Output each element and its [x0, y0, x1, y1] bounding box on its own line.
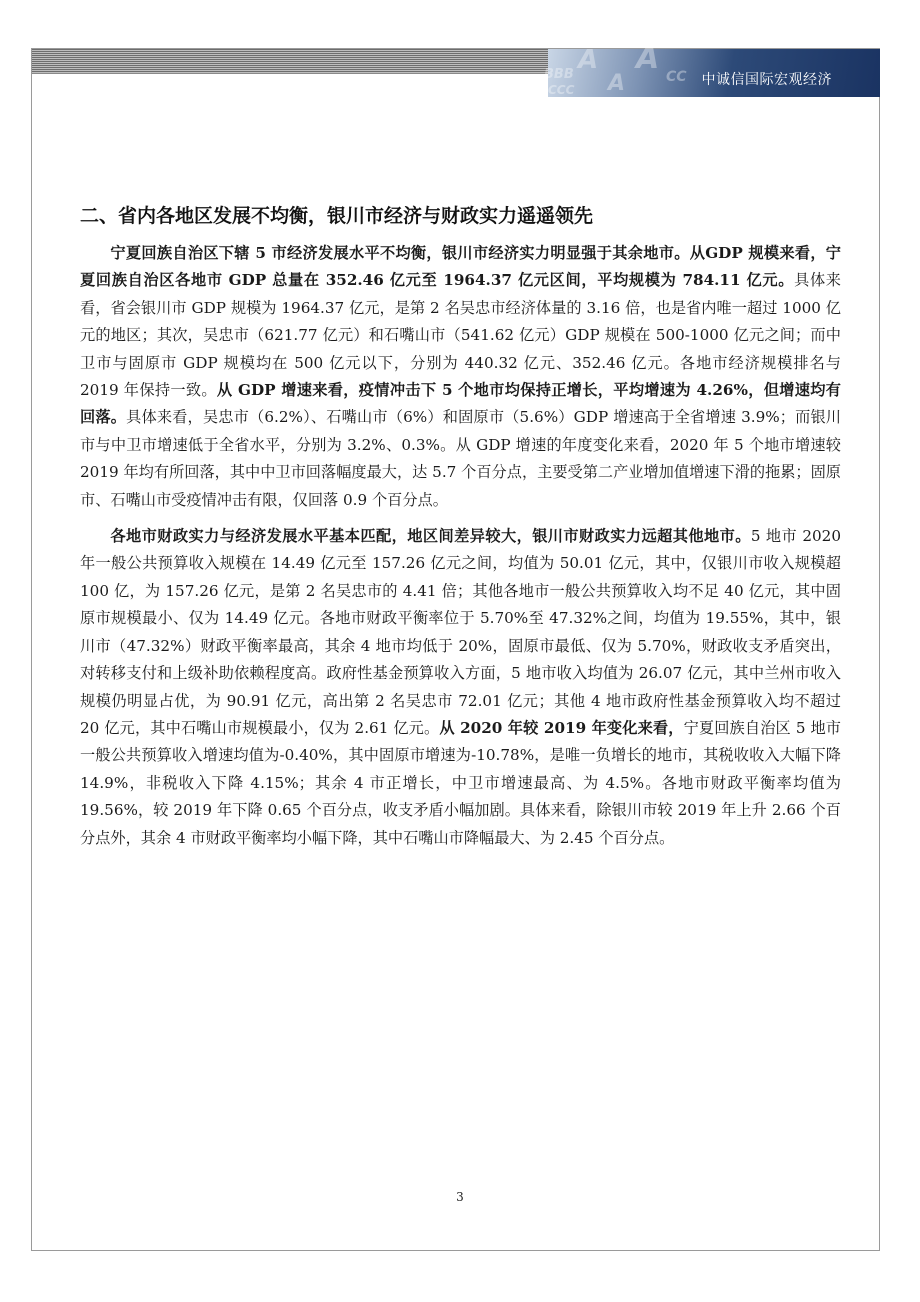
page-number: 3: [456, 1190, 464, 1204]
banner-deco-letter: A: [578, 45, 599, 75]
section-heading: 二、省内各地区发展不均衡，银川市经济与财政实力遥遥领先: [80, 205, 594, 227]
emphasis-text: 各地市财政实力与经济发展水平基本匹配，地区间差异较大，银川市财政实力远超其他地市。: [110, 527, 751, 546]
paragraph-text: 具体来看，省会银川市 GDP 规模为 1964.37 亿元，是第 2 名吴忠市经济体量的 3.16 倍，也是省内唯一超过 1000 亿元的地区；其次，吴忠市（621.77 亿元）和石嘴山市（541.62 亿元）GDP 规模在 500-1000 亿元之间；而中卫市与固原市 GDP 规模均在 500 亿元以下，分别为 440.32 亿元、352.46 亿元。各地市经济规模排名与 2019 年保持一致。: [80, 271, 841, 400]
paragraph-text: 具体来看，吴忠市（6.2%）、石嘴山市（6%）和固原市（5.6%）GDP 增速高于全省增速 3.9%；而银川市与中卫市增速低于全省水平，分别为 3.2%、0.3%。从 GDP 增速的年度变化来看，2020 年 5 个地市增速较 2019 年均有所回落，其中中卫市回落幅度最大，达 5.7 个百分点，主要受第二产业增加值增速下滑的拖累；固原市、石嘴山市受疫情冲击有限，仅回落 0.9 个百分点。: [80, 408, 841, 509]
paragraph-text: 宁夏回族自治区 5 地市一般公共预算收入增速均值为-0.40%，其中固原市增速为-10.78%，是唯一负增长的地市，其税收收入大幅下降 14.9%，非税收入下降 4.15%；其余 4 市正增长，中卫市增速最高、为 4.5%。各地市财政平衡率均值为 19.56%，较 2019 年下降 0.65 个百分点，收支矛盾小幅加剧。具体来看，除银川市较 2019 年上升 2.66 个百分点外，其余 4 市财政平衡率均小幅下降，其中石嘴山市降幅最大、为 2.45 个百分点。: [80, 718, 841, 847]
emphasis-text: 从 GDP 增速来看，疫情冲击下 5 个地市均保持正增长，平均增速为 4.26%，但增速均有回落。: [80, 381, 841, 427]
brand-title: 中诚信国际宏观经济: [701, 72, 832, 88]
header-banner: [544, 41, 880, 97]
header-stripe-bar: [32, 49, 548, 73]
emphasis-text: 宁夏回族自治区下辖 5 市经济发展水平不均衡，银川市经济实力明显强于其余地市。从GDP 规模来看，宁夏回族自治区各地市 GDP 总量在 352.46 亿元至 1964.37 亿元区间，平均规模为 784.11 亿元。: [80, 244, 841, 290]
banner-deco-letter: BBB: [544, 67, 574, 82]
banner-deco-letter: A: [636, 41, 660, 76]
paragraph-fiscal: [80, 523, 841, 852]
banner-deco-letter: CC: [666, 69, 687, 85]
paragraph-gdp: [80, 240, 841, 514]
banner-deco-letter: CCC: [548, 83, 575, 97]
paragraph-text: 5 地市 2020 年一般公共预算收入规模在 14.49 亿元至 157.26 亿元之间，均值为 50.01 亿元，其中，仅银川市收入规模超 100 亿，为 157.26 亿元，是第 2 名吴忠市的 4.41 倍；其他各地市一般公共预算收入均不足 40 亿元，其中固原市规模最小、仅为 14.49 亿元。各地市财政平衡率位于 5.70%至 47.32%之间，均值为 19.55%，其中，银川市（47.32%）财政平衡率最高，其余 4 地市均低于 20%，固原市最低、仅为 5.70%，财政收支矛盾突出，对转移支付和上级补助依赖程度高。政府性基金预算收入方面，5 地市收入均值为 26.07 亿元，其中兰州市收入规模仍明显占优，为 90.91 亿元，高出第 2 名吴忠市 72.01 亿元；其他 4 地市政府性基金预算收入均不超过 20 亿元，其中石嘴山市规模最小，仅为 2.61 亿元。: [80, 527, 841, 737]
header-divider: [32, 73, 548, 74]
body-text: [80, 240, 841, 861]
banner-deco-letter: A: [608, 71, 626, 96]
emphasis-text: 从 2020 年较 2019 年变化来看，: [439, 718, 684, 737]
